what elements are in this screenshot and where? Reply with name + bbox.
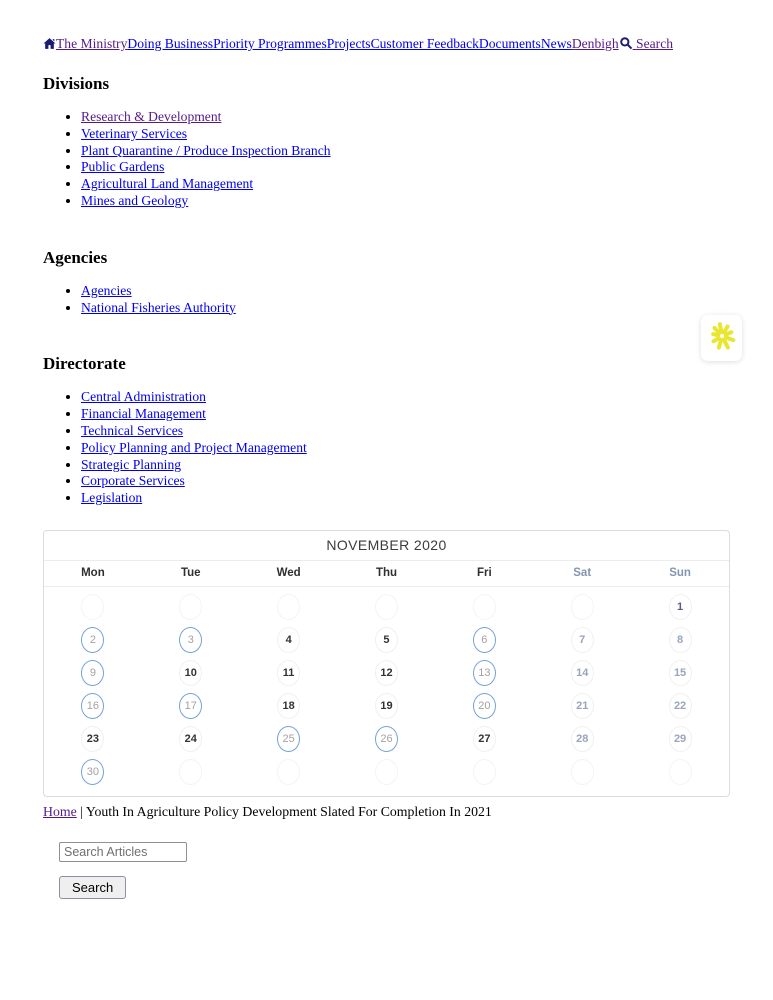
floating-widget[interactable] [701, 315, 742, 361]
calendar-day-27: 27 [473, 726, 496, 752]
calendar-day-22: 22 [669, 693, 692, 719]
link-policy-planning-and-project-management[interactable]: Policy Planning and Project Management [81, 439, 307, 455]
calendar-day-empty [375, 594, 398, 620]
nav-link-denbigh[interactable]: Denbigh [571, 36, 619, 51]
day-header-sun: Sun [669, 567, 691, 580]
calendar-day-17[interactable]: 17 [179, 693, 202, 719]
link-plant-quarantine-produce-inspection-branch[interactable]: Plant Quarantine / Produce Inspection Branch [81, 142, 331, 158]
section-list-agencies [43, 283, 730, 317]
calendar-day-26[interactable]: 26 [375, 726, 398, 752]
calendar-day-headers [44, 561, 729, 587]
nav-link-documents[interactable]: Documents [478, 36, 541, 51]
calendar-day-empty [81, 594, 104, 620]
calendar-week-row [44, 624, 729, 657]
nav-links [56, 36, 619, 51]
calendar-day-empty [571, 759, 594, 785]
list-item [81, 406, 730, 423]
top-nav [43, 36, 730, 51]
calendar-day-empty [473, 759, 496, 785]
calendar-day-14: 14 [571, 660, 594, 686]
calendar-week-row [44, 591, 729, 624]
breadcrumb-separator: | [76, 803, 86, 819]
calendar-grid [44, 587, 729, 796]
link-strategic-planning[interactable]: Strategic Planning [81, 456, 182, 472]
breadcrumb-page-title: Youth In Agriculture Policy Development Slated For Completion In 2021 [85, 803, 492, 819]
calendar-day-empty [179, 759, 202, 785]
calendar-day-empty [473, 594, 496, 620]
day-header-sat: Sat [573, 567, 592, 580]
calendar-day-5: 5 [375, 627, 398, 653]
section-list-divisions [43, 109, 730, 210]
link-technical-services[interactable]: Technical Services [81, 422, 184, 438]
calendar [43, 530, 730, 797]
calendar-day-25[interactable]: 25 [277, 726, 300, 752]
calendar-day-3[interactable]: 3 [179, 627, 202, 653]
nav-link-projects[interactable]: Projects [326, 36, 371, 51]
day-header-thu: Thu [375, 567, 398, 580]
nav-link-priority-programmes[interactable]: Priority Programmes [213, 36, 327, 51]
day-header-tue: Tue [180, 567, 201, 580]
list-item [81, 490, 730, 507]
calendar-day-13[interactable]: 13 [473, 660, 496, 686]
link-national-fisheries-authority[interactable]: National Fisheries Authority [81, 299, 236, 315]
calendar-day-6[interactable]: 6 [473, 627, 496, 653]
search-icon[interactable] [619, 36, 633, 51]
list-item [81, 176, 730, 193]
calendar-day-30[interactable]: 30 [81, 759, 104, 785]
nav-link-search[interactable]: Search [632, 36, 674, 51]
link-agencies[interactable]: Agencies [81, 282, 132, 298]
list-item [81, 423, 730, 440]
list-item [81, 457, 730, 474]
nav-link-news[interactable]: News [540, 36, 572, 51]
section-heading-divisions: Divisions [43, 74, 110, 93]
list-item [81, 193, 730, 210]
calendar-day-23: 23 [81, 726, 104, 752]
home-icon[interactable] [43, 36, 56, 51]
article-search-form [59, 842, 730, 899]
search-articles-input[interactable] [59, 842, 187, 862]
link-veterinary-services[interactable]: Veterinary Services [81, 125, 188, 141]
calendar-day-9[interactable]: 9 [81, 660, 104, 686]
calendar-day-11: 11 [277, 660, 300, 686]
link-corporate-services[interactable]: Corporate Services [81, 473, 185, 489]
calendar-day-empty [669, 759, 692, 785]
calendar-day-empty [571, 594, 594, 620]
calendar-day-12: 12 [375, 660, 398, 686]
sections [43, 74, 730, 507]
calendar-day-20[interactable]: 20 [473, 693, 496, 719]
calendar-week-row [44, 690, 729, 723]
list-item [81, 300, 730, 317]
nav-link-the-ministry[interactable]: The Ministry [56, 36, 128, 51]
list-item [81, 283, 730, 300]
link-agricultural-land-management[interactable]: Agricultural Land Management [81, 176, 254, 192]
calendar-day-8: 8 [669, 627, 692, 653]
calendar-day-empty [179, 594, 202, 620]
nav-link-customer-feedback[interactable]: Customer Feedback [370, 36, 479, 51]
link-research-development[interactable]: Research & Development [81, 109, 222, 124]
calendar-day-24: 24 [179, 726, 202, 752]
list-item [81, 126, 730, 143]
list-item [81, 440, 730, 457]
calendar-day-28: 28 [571, 726, 594, 752]
breadcrumb [43, 804, 730, 820]
calendar-week-row [44, 723, 729, 756]
calendar-title: NOVEMBER 2020 [44, 531, 729, 561]
calendar-day-empty [375, 759, 398, 785]
list-item [81, 159, 730, 176]
calendar-day-16[interactable]: 16 [81, 693, 104, 719]
link-financial-management[interactable]: Financial Management [81, 406, 206, 422]
calendar-day-10: 10 [179, 660, 202, 686]
calendar-day-7: 7 [571, 627, 594, 653]
section-heading-agencies: Agencies [43, 247, 108, 267]
day-header-fri: Fri [477, 567, 492, 580]
link-mines-and-geology[interactable]: Mines and Geology [81, 192, 189, 208]
list-item [81, 143, 730, 160]
calendar-day-15: 15 [669, 660, 692, 686]
link-legislation[interactable]: Legislation [81, 490, 143, 506]
search-button[interactable]: Search [59, 876, 126, 899]
day-header-mon: Mon [81, 567, 105, 580]
section-list-directorate [43, 389, 730, 507]
calendar-day-21: 21 [571, 693, 594, 719]
calendar-day-18: 18 [277, 693, 300, 719]
breadcrumb-home-link[interactable]: Home [43, 803, 77, 819]
calendar-week-row [44, 657, 729, 690]
section-heading-directorate: Directorate [43, 354, 126, 374]
calendar-day-29: 29 [669, 726, 692, 752]
yellow-asterisk-icon [708, 322, 736, 355]
nav-link-doing-business[interactable]: Doing Business [127, 36, 214, 51]
calendar-day-2[interactable]: 2 [81, 627, 104, 653]
calendar-day-empty [277, 759, 300, 785]
link-central-administration[interactable]: Central Administration [81, 389, 206, 405]
calendar-day-empty [277, 594, 300, 620]
calendar-week-row [44, 756, 729, 789]
calendar-day-19: 19 [375, 693, 398, 719]
list-item [81, 109, 730, 126]
day-header-wed: Wed [276, 567, 301, 580]
calendar-day-4: 4 [277, 627, 300, 653]
list-item [81, 389, 730, 406]
list-item [81, 473, 730, 490]
link-public-gardens[interactable]: Public Gardens [81, 159, 165, 175]
calendar-day-1: 1 [669, 594, 692, 620]
